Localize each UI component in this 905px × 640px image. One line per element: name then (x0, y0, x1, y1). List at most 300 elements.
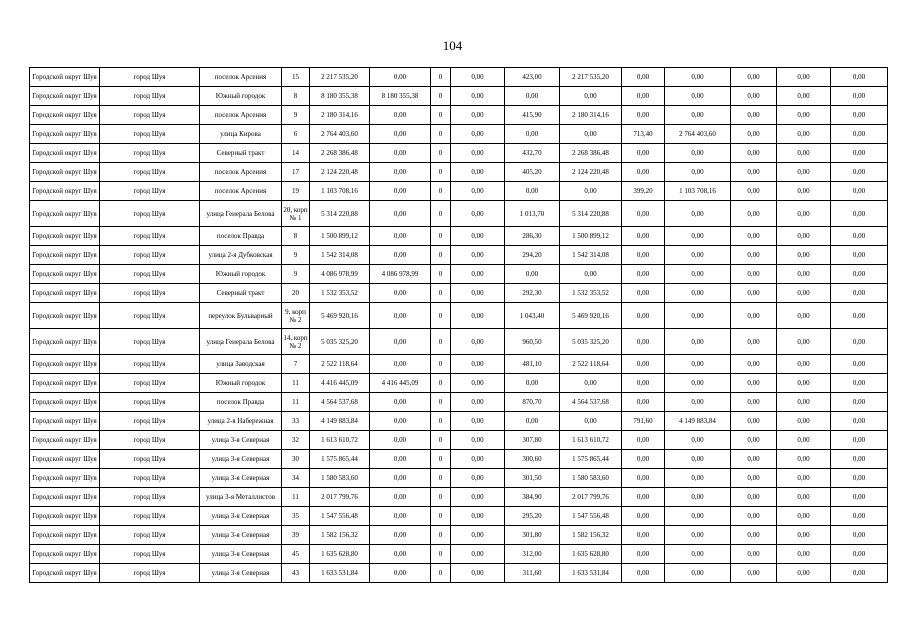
cell-total-cost: 1 613 610,72 (310, 431, 370, 450)
cell-area-c: 0,00 (505, 87, 560, 106)
cell-total-cost: 8 180 355,38 (310, 87, 370, 106)
cell-cost-e: 0,00 (777, 87, 831, 106)
cell-cost-f: 0,00 (831, 284, 888, 303)
cell-cost-a: 0,00 (370, 246, 431, 265)
cell-cost-b: 0,00 (451, 125, 505, 144)
cell-cost-a: 4 086 978,99 (370, 265, 431, 284)
cell-cost-a: 0,00 (370, 393, 431, 412)
table-row (30, 488, 888, 507)
cell-settlement: город Шуя (100, 303, 200, 329)
cell-cost-a: 0,00 (370, 545, 431, 564)
cell-cost-a: 0,00 (370, 163, 431, 182)
cell-area-c: 1 043,40 (505, 303, 560, 329)
table-row (30, 144, 888, 163)
cell-cost-c: 1 633 531,84 (560, 564, 622, 583)
cell-cost-f: 0,00 (831, 450, 888, 469)
cell-cost-d: 0,00 (665, 68, 731, 87)
cell-municipality: Городской округ Шуя (30, 125, 100, 144)
cell-street: улица 3-я Северная (200, 469, 282, 488)
cell-count-a: 0 (431, 374, 451, 393)
cell-total-cost: 1 633 531,84 (310, 564, 370, 583)
cell-area-c: 0,00 (505, 265, 560, 284)
cell-area-d: 0,00 (622, 246, 665, 265)
cell-house-number: 20 (282, 284, 310, 303)
cell-cost-b: 0,00 (451, 526, 505, 545)
table-row (30, 163, 888, 182)
cell-area-e: 0,00 (731, 284, 777, 303)
cell-cost-d: 0,00 (665, 303, 731, 329)
cell-house-number: 8 (282, 87, 310, 106)
cell-cost-a: 0,00 (370, 412, 431, 431)
cell-settlement: город Шуя (100, 526, 200, 545)
cell-cost-a: 0,00 (370, 284, 431, 303)
cell-area-d: 0,00 (622, 564, 665, 583)
cell-area-d: 399,20 (622, 182, 665, 201)
cell-house-number: 33 (282, 412, 310, 431)
cell-total-cost: 2 268 386,48 (310, 144, 370, 163)
cell-municipality: Городской округ Шуя (30, 355, 100, 374)
cell-municipality: Городской округ Шуя (30, 265, 100, 284)
cell-settlement: город Шуя (100, 125, 200, 144)
cell-cost-c: 1 575 865,44 (560, 450, 622, 469)
cell-cost-f: 0,00 (831, 163, 888, 182)
cell-count-a: 0 (431, 201, 451, 227)
cell-area-d: 0,00 (622, 393, 665, 412)
cell-area-d: 0,00 (622, 355, 665, 374)
cell-cost-f: 0,00 (831, 182, 888, 201)
cell-cost-f: 0,00 (831, 246, 888, 265)
cell-area-e: 0,00 (731, 329, 777, 355)
cell-cost-e: 0,00 (777, 163, 831, 182)
cell-area-c: 415,90 (505, 106, 560, 125)
cell-cost-f: 0,00 (831, 412, 888, 431)
cell-municipality: Городской округ Шуя (30, 450, 100, 469)
cell-cost-a: 0,00 (370, 526, 431, 545)
cell-cost-d: 0,00 (665, 265, 731, 284)
cell-total-cost: 1 547 556,48 (310, 507, 370, 526)
cell-cost-c: 2 180 314,16 (560, 106, 622, 125)
table-row (30, 507, 888, 526)
cell-area-d: 0,00 (622, 106, 665, 125)
cell-total-cost: 4 416 445,09 (310, 374, 370, 393)
cell-cost-f: 0,00 (831, 431, 888, 450)
cell-area-d: 0,00 (622, 545, 665, 564)
cell-cost-d: 0,00 (665, 431, 731, 450)
cell-cost-a: 0,00 (370, 507, 431, 526)
cell-area-e: 0,00 (731, 68, 777, 87)
cell-cost-f: 0,00 (831, 125, 888, 144)
cell-total-cost: 2 180 314,16 (310, 106, 370, 125)
cell-cost-c: 4 564 537,68 (560, 393, 622, 412)
cell-area-c: 294,20 (505, 246, 560, 265)
cell-cost-b: 0,00 (451, 246, 505, 265)
table-row (30, 545, 888, 564)
table-row (30, 374, 888, 393)
table-row (30, 412, 888, 431)
table-row (30, 450, 888, 469)
cell-cost-a: 0,00 (370, 144, 431, 163)
cell-cost-e: 0,00 (777, 564, 831, 583)
cell-cost-c: 0,00 (560, 412, 622, 431)
table-row (30, 564, 888, 583)
cell-municipality: Городской округ Шуя (30, 412, 100, 431)
cell-house-number: 9 (282, 106, 310, 125)
cell-street: улица Генерала Белова (200, 201, 282, 227)
cell-area-e: 0,00 (731, 246, 777, 265)
cell-area-e: 0,00 (731, 412, 777, 431)
cell-street: улица Генерала Белова (200, 329, 282, 355)
cell-area-d: 0,00 (622, 507, 665, 526)
cell-total-cost: 1 580 583,60 (310, 469, 370, 488)
cell-cost-e: 0,00 (777, 246, 831, 265)
cell-cost-b: 0,00 (451, 431, 505, 450)
table-row (30, 201, 888, 227)
cell-house-number: 35 (282, 507, 310, 526)
table-row (30, 265, 888, 284)
table-row (30, 355, 888, 374)
cell-area-d: 0,00 (622, 163, 665, 182)
cell-street: переулок Бульварный (200, 303, 282, 329)
cell-total-cost: 1 532 353,52 (310, 284, 370, 303)
cell-cost-a: 0,00 (370, 450, 431, 469)
table-row (30, 246, 888, 265)
cell-cost-d: 0,00 (665, 564, 731, 583)
cell-area-d: 0,00 (622, 144, 665, 163)
cell-cost-a: 4 416 445,09 (370, 374, 431, 393)
cell-cost-b: 0,00 (451, 545, 505, 564)
cell-street: улица 3-я Северная (200, 564, 282, 583)
cell-count-a: 0 (431, 329, 451, 355)
cell-cost-b: 0,00 (451, 469, 505, 488)
cell-count-a: 0 (431, 284, 451, 303)
table-row (30, 106, 888, 125)
cell-cost-d: 0,00 (665, 329, 731, 355)
cell-cost-b: 0,00 (451, 507, 505, 526)
register-table (29, 67, 888, 583)
cell-cost-b: 0,00 (451, 265, 505, 284)
cell-house-number: 11 (282, 374, 310, 393)
cell-settlement: город Шуя (100, 564, 200, 583)
cell-count-a: 0 (431, 393, 451, 412)
cell-area-c: 307,80 (505, 431, 560, 450)
cell-count-a: 0 (431, 355, 451, 374)
cell-street: улица 3-я Металлистов (200, 488, 282, 507)
table-row (30, 182, 888, 201)
cell-area-c: 300,60 (505, 450, 560, 469)
cell-cost-f: 0,00 (831, 469, 888, 488)
cell-house-number: 30 (282, 450, 310, 469)
cell-count-a: 0 (431, 450, 451, 469)
cell-street: улица Кирова (200, 125, 282, 144)
cell-house-number: 8 (282, 227, 310, 246)
cell-municipality: Городской округ Шуя (30, 227, 100, 246)
cell-cost-e: 0,00 (777, 144, 831, 163)
cell-cost-d: 0,00 (665, 545, 731, 564)
cell-cost-b: 0,00 (451, 182, 505, 201)
cell-house-number: 32 (282, 431, 310, 450)
cell-area-e: 0,00 (731, 507, 777, 526)
cell-cost-f: 0,00 (831, 545, 888, 564)
cell-area-d: 0,00 (622, 87, 665, 106)
cell-street: поселок Правда (200, 227, 282, 246)
cell-cost-a: 0,00 (370, 182, 431, 201)
cell-municipality: Городской округ Шуя (30, 374, 100, 393)
cell-area-c: 870,70 (505, 393, 560, 412)
cell-cost-b: 0,00 (451, 329, 505, 355)
cell-cost-d: 4 149 883,84 (665, 412, 731, 431)
cell-area-e: 0,00 (731, 227, 777, 246)
cell-house-number: 17 (282, 163, 310, 182)
cell-cost-a: 0,00 (370, 68, 431, 87)
cell-street: улица 3-я Северная (200, 526, 282, 545)
cell-cost-a: 0,00 (370, 125, 431, 144)
cell-municipality: Городской округ Шуя (30, 201, 100, 227)
cell-house-number: 9 (282, 265, 310, 284)
cell-count-a: 0 (431, 526, 451, 545)
cell-street: поселок Арсения (200, 182, 282, 201)
cell-settlement: город Шуя (100, 246, 200, 265)
cell-area-c: 384,90 (505, 488, 560, 507)
cell-cost-c: 2 124 220,48 (560, 163, 622, 182)
cell-cost-d: 0,00 (665, 374, 731, 393)
cell-cost-d: 0,00 (665, 227, 731, 246)
cell-house-number: 34 (282, 469, 310, 488)
cell-cost-a: 8 180 355,38 (370, 87, 431, 106)
cell-cost-f: 0,00 (831, 526, 888, 545)
cell-area-c: 481,10 (505, 355, 560, 374)
cell-count-a: 0 (431, 106, 451, 125)
cell-cost-e: 0,00 (777, 265, 831, 284)
cell-area-e: 0,00 (731, 125, 777, 144)
cell-settlement: город Шуя (100, 68, 200, 87)
cell-cost-f: 0,00 (831, 265, 888, 284)
cell-cost-e: 0,00 (777, 507, 831, 526)
cell-count-a: 0 (431, 507, 451, 526)
cell-settlement: город Шуя (100, 374, 200, 393)
cell-house-number: 14 (282, 144, 310, 163)
cell-house-number: 43 (282, 564, 310, 583)
cell-cost-a: 0,00 (370, 488, 431, 507)
cell-cost-d: 2 764 403,60 (665, 125, 731, 144)
cell-cost-b: 0,00 (451, 227, 505, 246)
cell-municipality: Городской округ Шуя (30, 393, 100, 412)
cell-cost-d: 0,00 (665, 507, 731, 526)
cell-cost-d: 0,00 (665, 87, 731, 106)
cell-cost-e: 0,00 (777, 412, 831, 431)
cell-municipality: Городской округ Шуя (30, 431, 100, 450)
cell-total-cost: 1 500 899,12 (310, 227, 370, 246)
cell-street: Южный городок (200, 374, 282, 393)
cell-settlement: город Шуя (100, 201, 200, 227)
cell-cost-d: 0,00 (665, 144, 731, 163)
cell-street: улица 2-я Дубковская (200, 246, 282, 265)
table-row (30, 393, 888, 412)
cell-cost-e: 0,00 (777, 227, 831, 246)
cell-cost-f: 0,00 (831, 564, 888, 583)
cell-cost-e: 0,00 (777, 182, 831, 201)
page-number: 104 (442, 38, 463, 53)
cell-settlement: город Шуя (100, 488, 200, 507)
cell-area-c: 0,00 (505, 412, 560, 431)
cell-settlement: город Шуя (100, 227, 200, 246)
cell-municipality: Городской округ Шуя (30, 182, 100, 201)
cell-cost-c: 2 217 535,20 (560, 68, 622, 87)
cell-count-a: 0 (431, 545, 451, 564)
cell-street: Южный городок (200, 87, 282, 106)
cell-cost-c: 1 547 556,48 (560, 507, 622, 526)
cell-settlement: город Шуя (100, 412, 200, 431)
cell-count-a: 0 (431, 163, 451, 182)
cell-count-a: 0 (431, 68, 451, 87)
cell-area-c: 0,00 (505, 182, 560, 201)
cell-area-d: 0,00 (622, 303, 665, 329)
cell-cost-c: 2 017 799,76 (560, 488, 622, 507)
cell-area-c: 1 013,70 (505, 201, 560, 227)
cell-cost-b: 0,00 (451, 163, 505, 182)
cell-area-c: 423,00 (505, 68, 560, 87)
table-row (30, 431, 888, 450)
cell-area-c: 432,70 (505, 144, 560, 163)
cell-cost-b: 0,00 (451, 144, 505, 163)
cell-cost-d: 1 103 708,16 (665, 182, 731, 201)
cell-cost-e: 0,00 (777, 526, 831, 545)
cell-area-e: 0,00 (731, 265, 777, 284)
cell-cost-a: 0,00 (370, 431, 431, 450)
cell-area-c: 960,50 (505, 329, 560, 355)
cell-count-a: 0 (431, 246, 451, 265)
cell-cost-f: 0,00 (831, 374, 888, 393)
cell-area-e: 0,00 (731, 469, 777, 488)
table-row (30, 329, 888, 355)
cell-count-a: 0 (431, 412, 451, 431)
cell-cost-c: 1 580 583,60 (560, 469, 622, 488)
cell-cost-e: 0,00 (777, 201, 831, 227)
cell-total-cost: 5 314 220,88 (310, 201, 370, 227)
cell-cost-a: 0,00 (370, 355, 431, 374)
cell-cost-b: 0,00 (451, 303, 505, 329)
cell-settlement: город Шуя (100, 329, 200, 355)
cell-cost-b: 0,00 (451, 355, 505, 374)
cell-cost-b: 0,00 (451, 106, 505, 125)
cell-area-c: 301,50 (505, 469, 560, 488)
cell-municipality: Городской округ Шуя (30, 144, 100, 163)
cell-settlement: город Шуя (100, 450, 200, 469)
cell-cost-f: 0,00 (831, 507, 888, 526)
cell-cost-e: 0,00 (777, 68, 831, 87)
cell-cost-c: 1 613 610,72 (560, 431, 622, 450)
cell-area-d: 0,00 (622, 265, 665, 284)
cell-cost-c: 0,00 (560, 182, 622, 201)
cell-area-e: 0,00 (731, 374, 777, 393)
cell-cost-b: 0,00 (451, 68, 505, 87)
cell-cost-c: 0,00 (560, 87, 622, 106)
cell-total-cost: 2 124 220,48 (310, 163, 370, 182)
cell-cost-c: 5 035 325,20 (560, 329, 622, 355)
cell-cost-f: 0,00 (831, 68, 888, 87)
cell-cost-a: 0,00 (370, 469, 431, 488)
cell-house-number: 9 (282, 246, 310, 265)
cell-area-d: 0,00 (622, 450, 665, 469)
cell-area-c: 301,80 (505, 526, 560, 545)
cell-settlement: город Шуя (100, 265, 200, 284)
cell-area-d: 791,60 (622, 412, 665, 431)
cell-area-d: 0,00 (622, 68, 665, 87)
cell-cost-c: 0,00 (560, 374, 622, 393)
cell-area-e: 0,00 (731, 564, 777, 583)
cell-total-cost: 1 582 156,32 (310, 526, 370, 545)
cell-settlement: город Шуя (100, 284, 200, 303)
cell-municipality: Городской округ Шуя (30, 329, 100, 355)
cell-street: поселок Арсения (200, 106, 282, 125)
cell-total-cost: 4 149 883,84 (310, 412, 370, 431)
cell-area-d: 0,00 (622, 431, 665, 450)
cell-street: Южный городок (200, 265, 282, 284)
cell-cost-c: 1 532 353,52 (560, 284, 622, 303)
cell-cost-a: 0,00 (370, 106, 431, 125)
cell-street: улица 2-я Набережная (200, 412, 282, 431)
cell-count-a: 0 (431, 87, 451, 106)
cell-cost-f: 0,00 (831, 144, 888, 163)
cell-municipality: Городской округ Шуя (30, 526, 100, 545)
cell-cost-d: 0,00 (665, 284, 731, 303)
cell-cost-f: 0,00 (831, 355, 888, 374)
cell-cost-e: 0,00 (777, 355, 831, 374)
cell-cost-d: 0,00 (665, 393, 731, 412)
cell-total-cost: 5 469 920,16 (310, 303, 370, 329)
cell-cost-a: 0,00 (370, 303, 431, 329)
cell-house-number: 39 (282, 526, 310, 545)
table-row (30, 303, 888, 329)
cell-cost-c: 2 522 118,64 (560, 355, 622, 374)
cell-municipality: Городской округ Шуя (30, 284, 100, 303)
cell-cost-d: 0,00 (665, 526, 731, 545)
cell-area-c: 0,00 (505, 374, 560, 393)
table-row (30, 68, 888, 87)
cell-municipality: Городской округ Шуя (30, 246, 100, 265)
cell-area-d: 713,40 (622, 125, 665, 144)
cell-municipality: Городской округ Шуя (30, 564, 100, 583)
cell-street: поселок Правда (200, 393, 282, 412)
cell-cost-e: 0,00 (777, 125, 831, 144)
cell-area-c: 311,60 (505, 564, 560, 583)
cell-street: поселок Арсения (200, 68, 282, 87)
cell-area-d: 0,00 (622, 201, 665, 227)
cell-total-cost: 1 635 628,80 (310, 545, 370, 564)
cell-cost-a: 0,00 (370, 564, 431, 583)
cell-settlement: город Шуя (100, 355, 200, 374)
cell-total-cost: 4 564 537,68 (310, 393, 370, 412)
cell-municipality: Городской округ Шуя (30, 469, 100, 488)
table-row (30, 469, 888, 488)
cell-cost-f: 0,00 (831, 303, 888, 329)
cell-cost-c: 5 469 920,16 (560, 303, 622, 329)
cell-count-a: 0 (431, 469, 451, 488)
cell-area-c: 0,00 (505, 125, 560, 144)
cell-settlement: город Шуя (100, 507, 200, 526)
cell-cost-c: 1 635 628,80 (560, 545, 622, 564)
cell-cost-d: 0,00 (665, 469, 731, 488)
cell-cost-d: 0,00 (665, 246, 731, 265)
cell-cost-b: 0,00 (451, 87, 505, 106)
cell-cost-d: 0,00 (665, 355, 731, 374)
cell-cost-f: 0,00 (831, 393, 888, 412)
cell-cost-a: 0,00 (370, 227, 431, 246)
table-row (30, 125, 888, 144)
cell-settlement: город Шуя (100, 431, 200, 450)
cell-total-cost: 1 542 314,08 (310, 246, 370, 265)
cell-cost-b: 0,00 (451, 488, 505, 507)
cell-count-a: 0 (431, 125, 451, 144)
